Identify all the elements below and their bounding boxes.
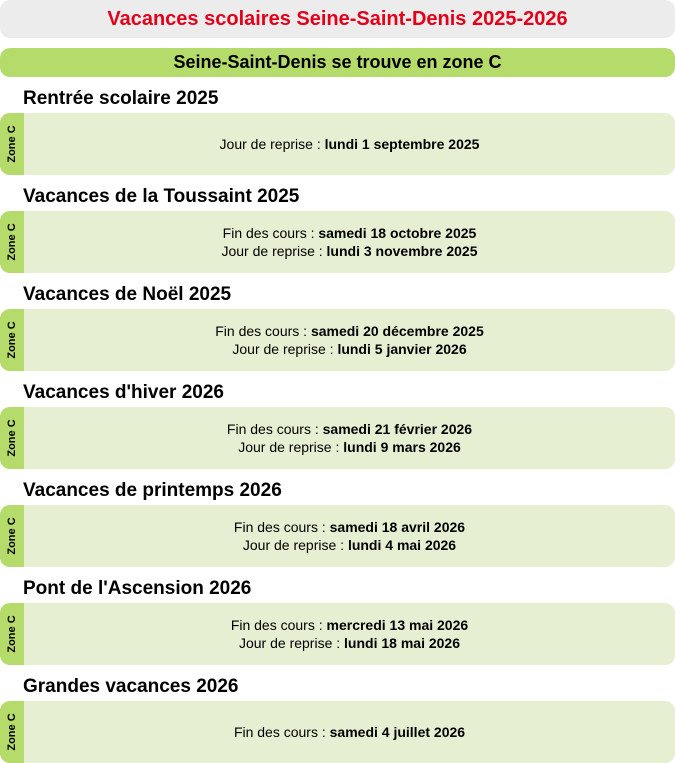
date-label: Fin des cours : (222, 225, 319, 241)
date-line (220, 135, 480, 153)
dates-content (24, 407, 675, 469)
date-value: lundi 5 janvier 2026 (337, 341, 467, 357)
zone-tab (0, 505, 24, 567)
zone-label: Zone C (6, 125, 18, 163)
dates-box (0, 505, 675, 567)
zone-label: Zone C (6, 223, 18, 261)
zone-banner: Seine-Saint-Denis se trouve en zone C (0, 48, 675, 77)
date-value: samedi 18 avril 2026 (329, 519, 466, 535)
date-line (243, 536, 456, 554)
dates-box (0, 603, 675, 665)
dates-content (24, 309, 675, 371)
dates-content (24, 113, 675, 175)
page-title: Vacances scolaires Seine-Saint-Denis 2025-2026 (0, 0, 675, 38)
date-label: Fin des cours : (226, 421, 323, 437)
section-title: Pont de l'Ascension 2026 (23, 578, 252, 599)
zone-label: Zone C (6, 321, 18, 359)
date-line (215, 322, 483, 340)
date-value: samedi 4 juillet 2026 (329, 724, 466, 740)
date-line (231, 616, 468, 634)
date-value: samedi 18 octobre 2025 (318, 225, 477, 241)
zone-tab (0, 603, 24, 665)
date-value: lundi 1 septembre 2025 (324, 136, 480, 152)
dates-box (0, 211, 675, 273)
section-title: Rentrée scolaire 2025 (23, 88, 219, 109)
date-line (234, 723, 465, 741)
dates-content (24, 701, 675, 763)
dates-box (0, 113, 675, 175)
dates-content (24, 603, 675, 665)
date-line (234, 518, 465, 536)
date-line (223, 224, 477, 242)
date-value: lundi 9 mars 2026 (343, 439, 461, 455)
date-label: Fin des cours : (233, 724, 330, 740)
date-value: samedi 20 décembre 2025 (310, 323, 484, 339)
date-label: Jour de reprise : (238, 635, 345, 651)
section-title: Grandes vacances 2026 (23, 676, 239, 697)
date-value: mercredi 13 mai 2026 (326, 617, 469, 633)
dates-content (24, 211, 675, 273)
zone-tab (0, 309, 24, 371)
section-title: Vacances d'hiver 2026 (23, 382, 224, 403)
date-label: Fin des cours : (230, 617, 327, 633)
dates-box (0, 309, 675, 371)
section-title: Vacances de printemps 2026 (23, 480, 282, 501)
date-value: lundi 4 mai 2026 (347, 537, 457, 553)
date-label: Jour de reprise : (232, 341, 338, 357)
date-value: samedi 21 février 2026 (322, 421, 473, 437)
zone-tab (0, 211, 24, 273)
date-label: Jour de reprise : (238, 439, 344, 455)
zone-label: Zone C (6, 615, 18, 653)
zone-tab (0, 407, 24, 469)
section-title: Vacances de Noël 2025 (23, 284, 232, 305)
zone-label: Zone C (6, 517, 18, 555)
dates-box (0, 701, 675, 763)
date-line (227, 420, 472, 438)
dates-content (24, 505, 675, 567)
date-value: lundi 3 novembre 2025 (326, 243, 478, 259)
zone-tab (0, 113, 24, 175)
date-line (238, 438, 461, 456)
dates-box (0, 407, 675, 469)
section-title: Vacances de la Toussaint 2025 (23, 186, 300, 207)
zone-label: Zone C (6, 419, 18, 457)
date-label: Jour de reprise : (242, 537, 348, 553)
date-value: lundi 18 mai 2026 (344, 635, 460, 651)
date-line (232, 340, 466, 358)
zone-label: Zone C (6, 713, 18, 751)
date-label: Jour de reprise : (221, 243, 327, 259)
date-label: Fin des cours : (215, 323, 311, 339)
zone-tab (0, 701, 24, 763)
date-label: Fin des cours : (233, 519, 330, 535)
date-label: Jour de reprise : (219, 136, 325, 152)
date-line (221, 242, 477, 260)
date-line (239, 634, 460, 652)
